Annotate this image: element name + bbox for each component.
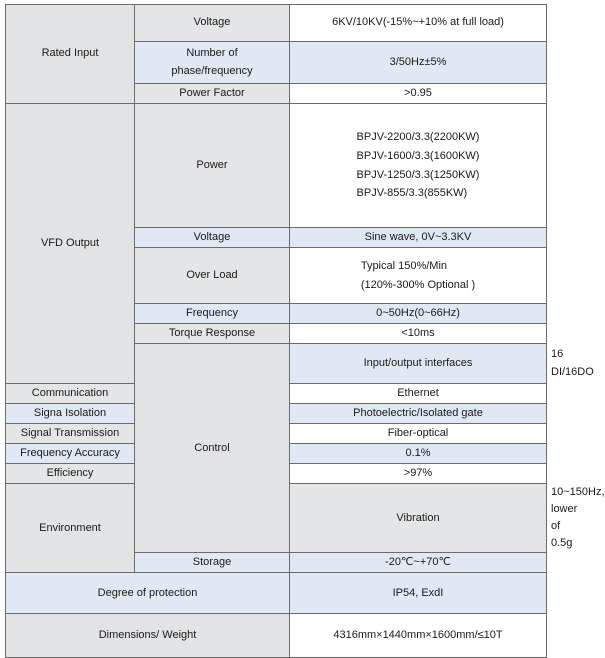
table-row: [6, 573, 547, 614]
power-model-2: BPJV-1600/3.3(1600KW): [356, 149, 480, 162]
value-storage: -20℃~+70℃: [290, 553, 547, 573]
value-phase-frequency: 3/50Hz±5%: [290, 42, 547, 84]
value-output-voltage: Sine wave, 0V~3.3KV: [290, 228, 547, 248]
table-row: [6, 614, 547, 658]
label-signal-transmission: Signal Transmission: [6, 424, 135, 444]
label-torque-response: Torque Response: [135, 324, 290, 344]
table-row: [6, 104, 547, 228]
table-row: [6, 5, 547, 42]
label-degree-of-protection: Degree of protection: [6, 573, 290, 614]
value-power: [290, 104, 547, 228]
label-overload: Over Load: [135, 248, 290, 304]
label-signal-isolation: Signa Isolation: [6, 404, 135, 424]
label-frequency: Frequency: [135, 304, 290, 324]
value-input-voltage: 6KV/10KV(-15%~+10% at full load): [290, 5, 547, 42]
value-frequency: 0~50Hz(0~66Hz): [290, 304, 547, 324]
label-frequency-accuracy: Frequency Accuracy: [6, 444, 135, 464]
group-rated-input: Rated Input: [6, 5, 135, 104]
value-frequency-accuracy: 0.1%: [290, 444, 547, 464]
value-signal-isolation: Photoelectric/Isolated gate: [290, 404, 547, 424]
label-input-voltage: Voltage: [135, 5, 290, 42]
label-power: Power: [135, 104, 290, 228]
label-storage: Storage: [135, 553, 290, 573]
value-overload: [290, 248, 547, 304]
value-dimensions-weight: 4316mm×1440mm×1600mm/≤10T: [290, 614, 547, 658]
power-model-3: BPJV-1250/3.3(1250KW): [356, 168, 480, 181]
label-efficiency: Efficiency: [6, 464, 135, 484]
label-communication: Communication: [6, 384, 135, 404]
power-model-4: BPJV-855/3.3(855KW): [356, 187, 468, 200]
value-power-factor: >0.95: [290, 84, 547, 104]
label-phase-line-1: Number of: [186, 46, 238, 59]
table-row: Environment Vibration 10~150Hz, lower of 0.5g: [6, 484, 547, 553]
label-phase-frequency: [135, 42, 290, 84]
label-power-factor: Power Factor: [135, 84, 290, 104]
power-model-1: BPJV-2200/3.3(2200KW): [356, 131, 480, 144]
overload-line-2: (120%-300% Optional ): [360, 278, 476, 291]
value-torque-response: <10ms: [290, 324, 547, 344]
label-dimensions-weight: Dimensions/ Weight: [6, 614, 290, 658]
value-efficiency: >97%: [290, 464, 547, 484]
table-row: Control Input/output interfaces 16 DI/16DO: [6, 344, 547, 384]
value-signal-transmission: Fiber-optical: [290, 424, 547, 444]
label-phase-line-2: phase/frequency: [171, 64, 253, 77]
label-output-voltage: Voltage: [135, 228, 290, 248]
value-communication: Ethernet: [290, 384, 547, 404]
overload-line-1: Typical 150%/Min: [360, 259, 448, 272]
label-vibration: Vibration: [290, 484, 547, 553]
group-control: Control: [135, 344, 290, 553]
group-vfd-output: VFD Output: [6, 104, 135, 384]
spec-table: [5, 4, 605, 658]
label-io-interfaces: Input/output interfaces: [290, 344, 547, 384]
group-environment: Environment: [6, 484, 135, 573]
value-degree-of-protection: IP54, ExdI: [290, 573, 547, 614]
